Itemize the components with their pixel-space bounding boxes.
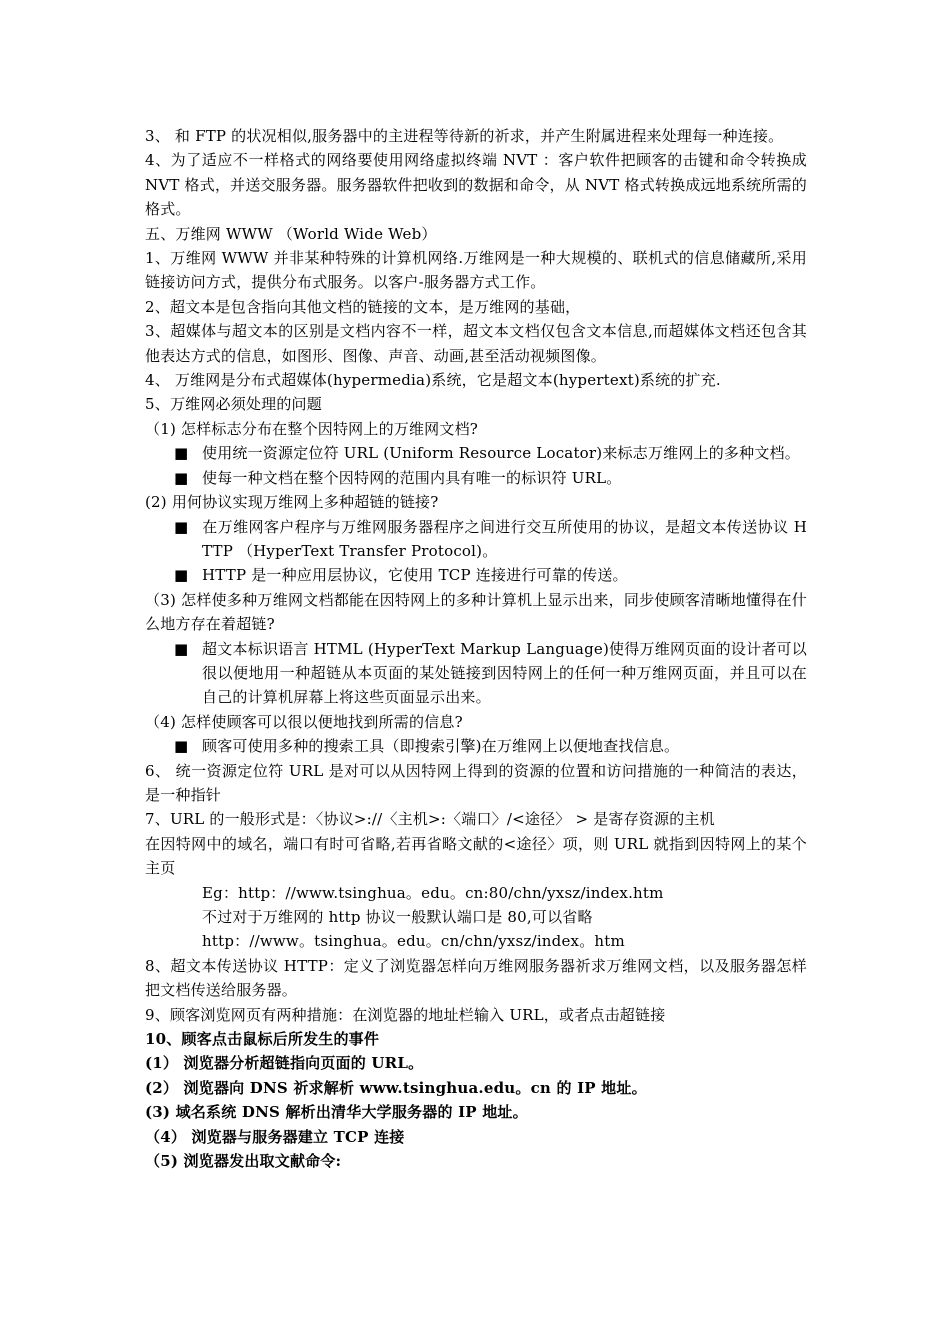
text-line: 2、超文本是包含指向其他文档的链接的文本，是万维网的基础， [145,297,581,316]
document-body [145,124,807,1173]
text-line: 9、顾客浏览网页有两种措施：在浏览器的地址栏输入 URL，或者点击超链接 [145,1005,666,1024]
text-line: 4、为了适应不一样格式的网络要使用网络虚拟终端 NVT ：客户软件把顾客的击键和命令转换成 NVT 格式，并送交服务器。服务器软件把收到的数据和命令，从 NVT 格式转换成远地系统所需的格式。 [145,151,807,219]
bullet-item [145,466,807,490]
bullet-text: 在万维网客户程序与万维网服务器程序之间进行交互所使用的协议，是超文本传送协议 HTTP （HyperText Transfer Protocol)。 [202,517,807,560]
square-bullet-icon: ■ [174,517,189,536]
text-line: 5、万维网必须处理的问题 [145,395,322,414]
bold-step: (1） 浏览器分析超链指向页面的 URL。 [145,1054,424,1073]
text-line: 1、万维网 WWW 并非某种特殊的计算机网络.万维网是一种大规模的、联机式的信息储藏所,采用链接访问方式，提供分布式服务。以客户-服务器方式工作。 [145,249,807,292]
bullet-item [145,734,807,758]
text-line: 6、 统一资源定位符 URL 是对可以从因特网上得到的资源的位置和访问措施的一种简洁的表达，是一种指针 [145,761,807,804]
bullet-item [145,515,807,564]
bullet-text: 使每一种文档在整个因特网的范围内具有唯一的标识符 URL。 [202,468,622,487]
square-bullet-icon: ■ [174,444,189,463]
text-line: 3、 和 FTP 的状况相似,服务器中的主进程等待新的祈求，并产生附属进程来处理每一种连接。 [145,127,784,145]
bold-heading: 10、顾客点击鼠标后所发生的事件 [145,1030,380,1049]
text-line: 3、超媒体与超文本的区别是文档内容不一样，超文本文档仅包含文本信息,而超媒体文档还包含其他表达方式的信息，如图形、图像、声音、动画,甚至活动视频图像。 [145,322,807,365]
bullet-item [145,441,807,465]
bullet-text: HTTP 是一种应用层协议，它使用 TCP 连接进行可靠的传送。 [202,566,628,585]
section-heading: 五、万维网 WWW （World Wide Web） [145,224,437,243]
text-line: 7、URL 的一般形式是：〈协议>://〈主机>:〈端口〉/<途径〉 > 是寄存资源的主机 [145,810,715,829]
bold-step: (3) 域名系统 DNS 解析出清华大学服务器的 IP 地址。 [145,1103,528,1122]
bullet-text: 顾客可使用多种的搜索工具（即搜索引擎)在万维网上以便地查找信息。 [202,737,680,756]
text-line: 8、超文本传送协议 HTTP：定义了浏览器怎样向万维网服务器祈求万维网文档，以及服务器怎样把文档传送给服务器。 [145,956,807,1000]
bold-step: （5) 浏览器发出取文献命令: [145,1152,342,1171]
text-line: 在因特网中的域名，端口有时可省略,若再省略文献的<途径〉项，则 URL 就指到因特网上的某个主页 [145,834,807,878]
square-bullet-icon: ■ [174,639,189,658]
square-bullet-icon: ■ [174,737,189,756]
text-line: 4、 万维网是分布式超媒体(hypermedia)系统，它是超文本(hypertext)系统的扩充. [145,371,721,390]
square-bullet-icon: ■ [174,468,189,487]
bullet-text: 超文本标识语言 HTML (HyperText Markup Language)使得万维网页面的设计者可以很以便地用一种超链从本页面的某处链接到因特网上的任何一种万维网页面，并且可以在自己的计算机屏幕上将这些页面显示出来。 [202,639,807,707]
square-bullet-icon: ■ [174,566,189,585]
bullet-item [145,637,807,710]
bold-step: (2） 浏览器向 DNS 祈求解析 www.tsinghua.edu。cn 的 IP 地址。 [145,1078,647,1097]
question-line: （3) 怎样使多种万维网文档都能在因特网上的多种计算机上显示出来，同步使顾客清晰地懂得在什么地方存在着超链? [145,590,807,634]
bullet-item [145,563,807,587]
text-line: 不过对于万维网的 http 协议一般默认端口是 80,可以省略 [202,908,593,926]
bold-step: （4） 浏览器与服务器建立 TCP 连接 [145,1127,405,1146]
bullet-text: 使用统一资源定位符 URL (Uniform Resource Locator)来标志万维网上的多种文档。 [202,444,800,463]
url-example: Eg：http：//www.tsinghua。edu。cn:80/chn/yxsz/index.htm [202,883,664,902]
url-example: http：//www。tsinghua。edu。cn/chn/yxsz/index。htm [202,932,625,951]
question-line: (2) 用何协议实现万维网上多种超链的链接? [145,493,439,512]
question-line: （4) 怎样使顾客可以很以便地找到所需的信息? [145,712,463,731]
question-line: （1) 怎样标志分布在整个因特网上的万维网文档? [145,419,479,438]
